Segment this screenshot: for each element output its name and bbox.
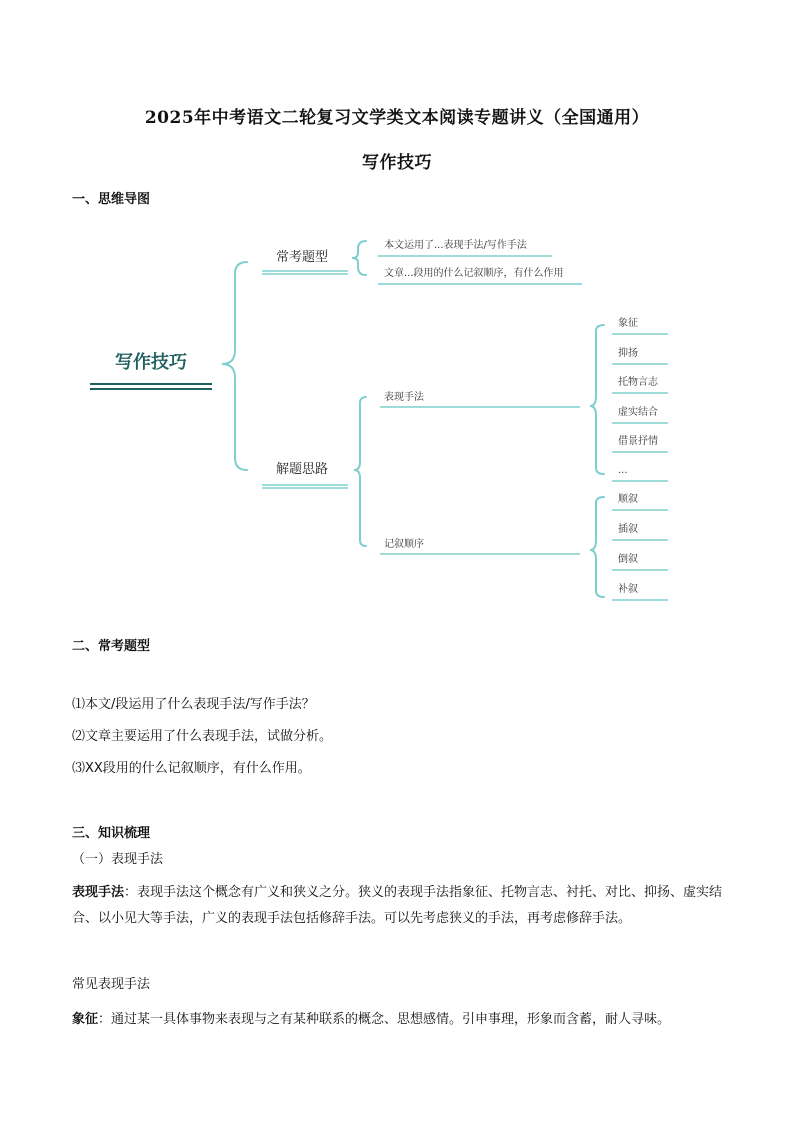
mindmap-branch-approach: 解题思路 xyxy=(276,462,329,477)
symbol-definition xyxy=(72,1007,727,1033)
mindmap-technique-item: 抑扬 xyxy=(618,348,638,359)
question-type-item: ⑵文章主要运用了什么表现手法，试做分析。 xyxy=(72,729,333,744)
mindmap-question-item: 本文运用了...表现手法/写作手法 xyxy=(384,240,527,251)
mindmap-narrative-label: 记叙顺序 xyxy=(384,539,424,550)
technique-definition xyxy=(72,880,727,932)
mindmap-technique-item: 借景抒情 xyxy=(618,436,658,447)
mindmap-technique-item: 虚实结合 xyxy=(618,407,658,418)
question-type-item: ⑶XX段用的什么记叙顺序，有什么作用。 xyxy=(72,761,311,776)
knowledge-subheading: （一）表现手法 xyxy=(72,852,164,867)
mindmap-narrative-item: 插叙 xyxy=(618,524,638,535)
technique-term: 表现手法 xyxy=(72,885,125,900)
common-techniques-heading: 常见表现手法 xyxy=(72,977,151,992)
document-subtitle: 写作技巧 xyxy=(362,153,432,173)
section-heading-knowledge: 三、知识梳理 xyxy=(72,826,151,841)
mindmap-narrative-item: 补叙 xyxy=(618,584,638,595)
question-type-item: ⑴本文/段运用了什么表现手法/写作手法？ xyxy=(72,697,315,712)
document-title: 2025年中考语文二轮复习文学类文本阅读专题讲义（全国通用） xyxy=(144,108,650,128)
technique-definition-text: ：表现手法这个概念有广义和狭义之分。狭义的表现手法指象征、托物言志、衬托、对比、抑扬、虚实结合、以小见大等手法，广义的表现手法包括修辞手法。可以先考虑狭义的手法，再考虑修辞手法。 xyxy=(72,885,723,926)
mindmap-technique-item: 托物言志 xyxy=(618,377,658,388)
mindmap-narrative-item: 倒叙 xyxy=(618,554,638,565)
mindmap-technique-label: 表现手法 xyxy=(384,392,424,403)
mindmap-root: 写作技巧 xyxy=(115,352,187,373)
mindmap-branch-question: 常考题型 xyxy=(276,250,329,265)
mindmap-technique-item: 象征 xyxy=(618,318,638,329)
mindmap-narrative-item: 顺叙 xyxy=(618,494,638,505)
symbol-term: 象征 xyxy=(72,1012,99,1027)
symbol-definition-text: ：通过某一具体事物来表现与之有某种联系的概念、思想感情。引申事理，形象而含蓄，耐人寻味。 xyxy=(98,1012,671,1027)
section-heading-mindmap: 一、思维导图 xyxy=(72,192,151,207)
section-heading-question-types: 二、常考题型 xyxy=(72,639,151,654)
mindmap-technique-item: ... xyxy=(618,465,628,476)
mindmap-question-item: 文章...段用的什么记叙顺序，有什么作用 xyxy=(384,268,564,279)
